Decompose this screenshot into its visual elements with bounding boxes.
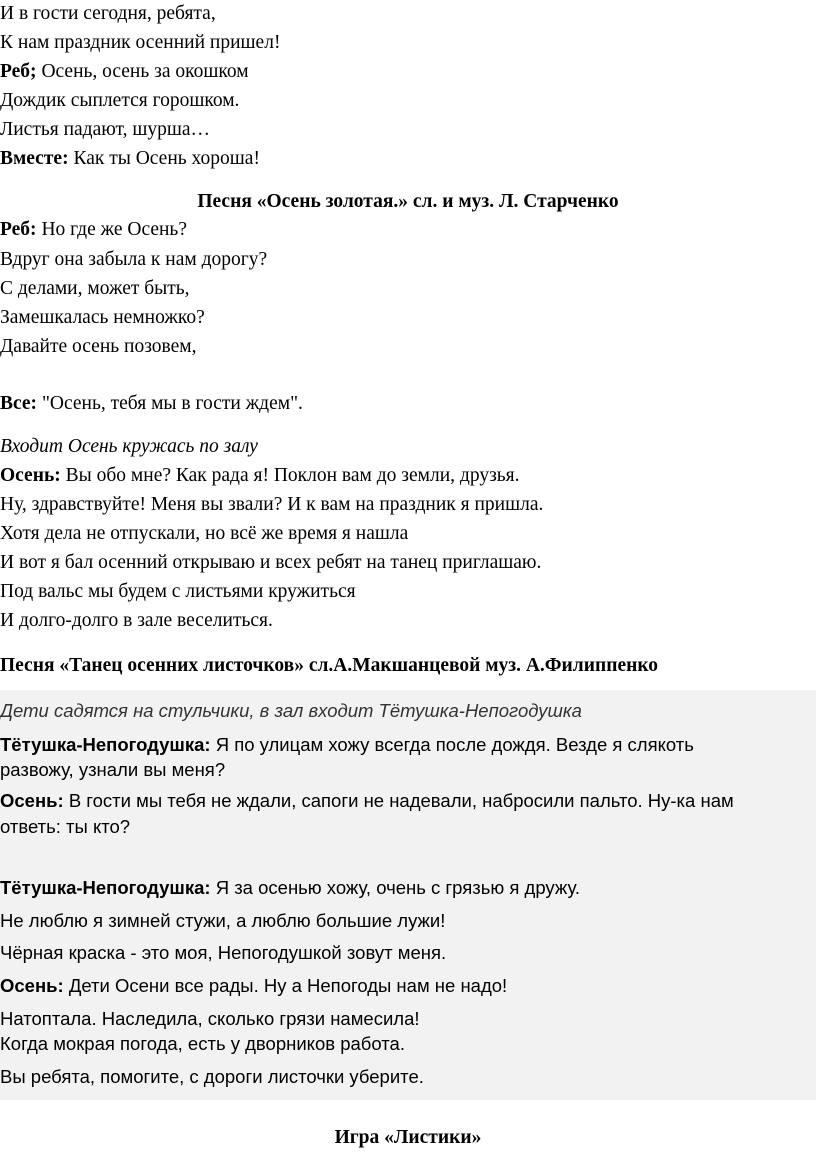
speaker-label: Реб: [0,219,37,240]
speaker-label: Осень: [0,790,64,811]
text-line: К нам праздник осенний пришел! [0,32,281,53]
text-line: Хотя дела не отпускали, но всё же время я нашла [0,523,409,544]
text-line: ответь: ты кто? [0,816,131,837]
text-line: И долго-долго в зале веселиться. [0,610,273,631]
text-line: Чёрная краска - это моя, Непогодушкой зовут меня. [0,942,447,963]
text-line: развожу, узнали вы меня? [0,759,226,780]
text-line: И в гости сегодня, ребята, [0,3,216,24]
speaker-label: Тётушка-Непогодушка: [0,734,211,755]
text-line: Давайте осень позовем, [0,336,197,357]
stage-direction: Входит Осень кружась по залу [0,436,258,457]
text-line: Листья падают, шурша… [0,119,211,140]
song-title: Песня «Танец осенних листочков» сл.А.Макшанцевой муз. А.Филиппенко [0,655,659,676]
text-line: Тётушка-Непогодушка: Я за осенью хожу, очень с грязью я дружу. [0,877,580,898]
speaker-label: Все: [0,393,38,414]
text-line: Вместе: Как ты Осень хороша! [0,148,260,169]
text-line: Замешкалась немножко? [0,307,205,328]
text-line: Реб: Но где же Осень? [0,219,187,240]
text-line: Осень: В гости мы тебя не ждали, сапоги не надевали, набросили пальто. Ну-ка нам [0,790,734,811]
text-line: Когда мокрая погода, есть у дворников работа. [0,1033,405,1054]
stage-direction: Дети садятся на стульчики, в зал входит Тётушка-Непогодушка [0,700,582,721]
text-line: Не люблю я зимней стужи, а люблю большие лужи! [0,910,446,931]
text-line: С делами, может быть, [0,278,190,299]
speaker-label: Тётушка-Непогодушка: [0,877,211,898]
song-title: Песня «Осень золотая.» сл. и муз. Л. Старченко [197,191,619,212]
text-line: Осень: Вы обо мне? Как рада я! Поклон вам до земли, друзья. [0,465,520,486]
text-line: Ну, здравствуйте! Меня вы звали? И к вам на праздник я пришла. [0,494,544,515]
speaker-label: Реб; [0,61,37,82]
text-line: Реб; Осень, осень за окошком [0,61,249,82]
text-line: Тётушка-Непогодушка: Я по улицам хожу всегда после дождя. Везде я слякоть [0,734,694,755]
speaker-label: Осень: [0,975,64,996]
text-line: Под вальс мы будем с листьями кружиться [0,581,356,602]
text-line: Осень: Дети Осени все рады. Ну а Непогоды нам не надо! [0,975,508,996]
text-line: Вы ребята, помогите, с дороги листочки уберите. [0,1066,424,1087]
text-line: Натоптала. Наследила, сколько грязи намесила! [0,1008,420,1029]
text-line: Все: "Осень, тебя мы в гости ждем". [0,393,303,414]
text-line: Дождик сыплется горошком. [0,90,240,111]
text-line: И вот я бал осенний открываю и всех ребят на танец приглашаю. [0,552,542,573]
speaker-label: Вместе: [0,148,69,169]
text-line: Вдруг она забыла к нам дорогу? [0,249,268,270]
game-title: Игра «Листики» [334,1127,482,1148]
speaker-label: Осень: [0,465,61,486]
